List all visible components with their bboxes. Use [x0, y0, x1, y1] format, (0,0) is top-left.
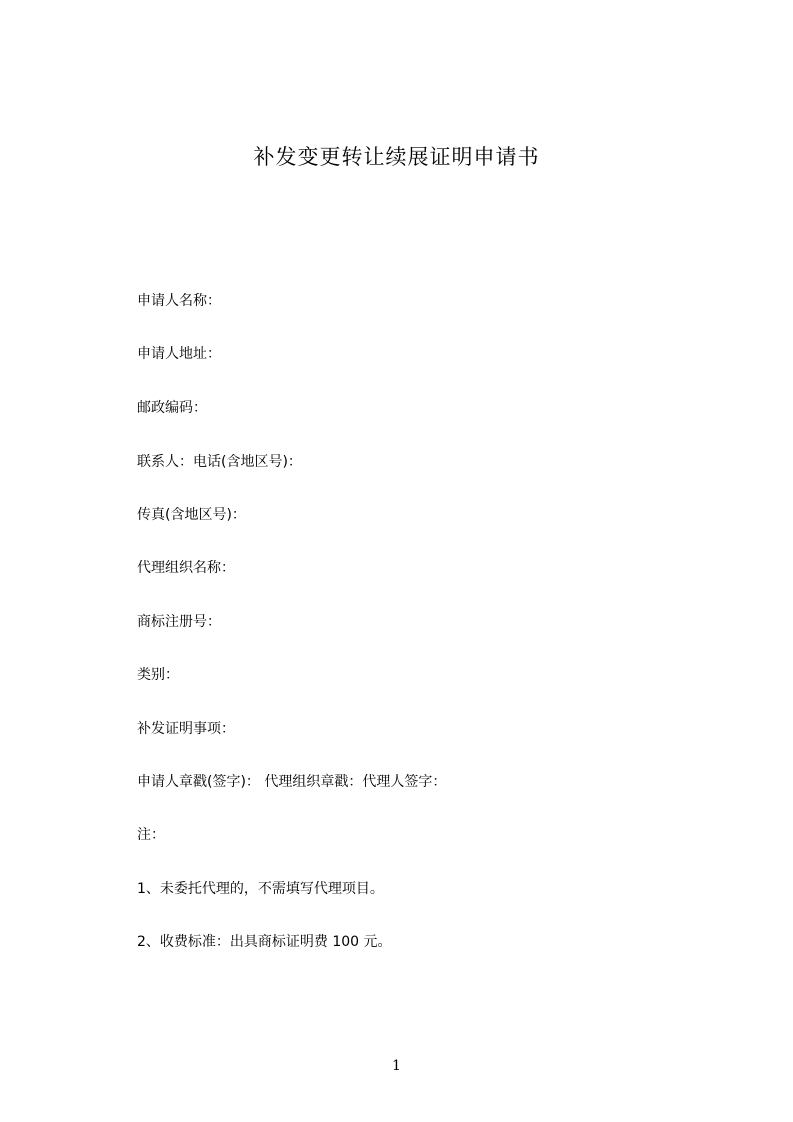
- page-number: 1: [392, 1058, 401, 1074]
- applicant-name-field: 申请人名称：: [137, 293, 221, 309]
- reissue-items-field: 补发证明事项：: [137, 721, 235, 737]
- notes-label: 注：: [137, 827, 165, 843]
- note-item-2: 2、收费标准：出具商标证明费 100 元。: [137, 934, 392, 950]
- category-field: 类别：: [137, 667, 179, 683]
- note-item-1: 1、未委托代理的，不需填写代理项目。: [137, 881, 384, 897]
- agency-name-field: 代理组织名称：: [137, 560, 235, 576]
- fax-field: 传真(含地区号)：: [137, 507, 246, 523]
- trademark-registration-number-field: 商标注册号：: [137, 614, 221, 630]
- applicant-address-field: 申请人地址：: [137, 346, 221, 362]
- contact-phone-field: 联系人：电话(含地区号)：: [137, 454, 302, 470]
- document-title: 补发变更转让续展证明申请书: [253, 145, 540, 169]
- postal-code-field: 邮政编码：: [137, 400, 207, 416]
- signatures-field: 申请人章戳(签字)： 代理组织章戳：代理人签字：: [137, 774, 447, 790]
